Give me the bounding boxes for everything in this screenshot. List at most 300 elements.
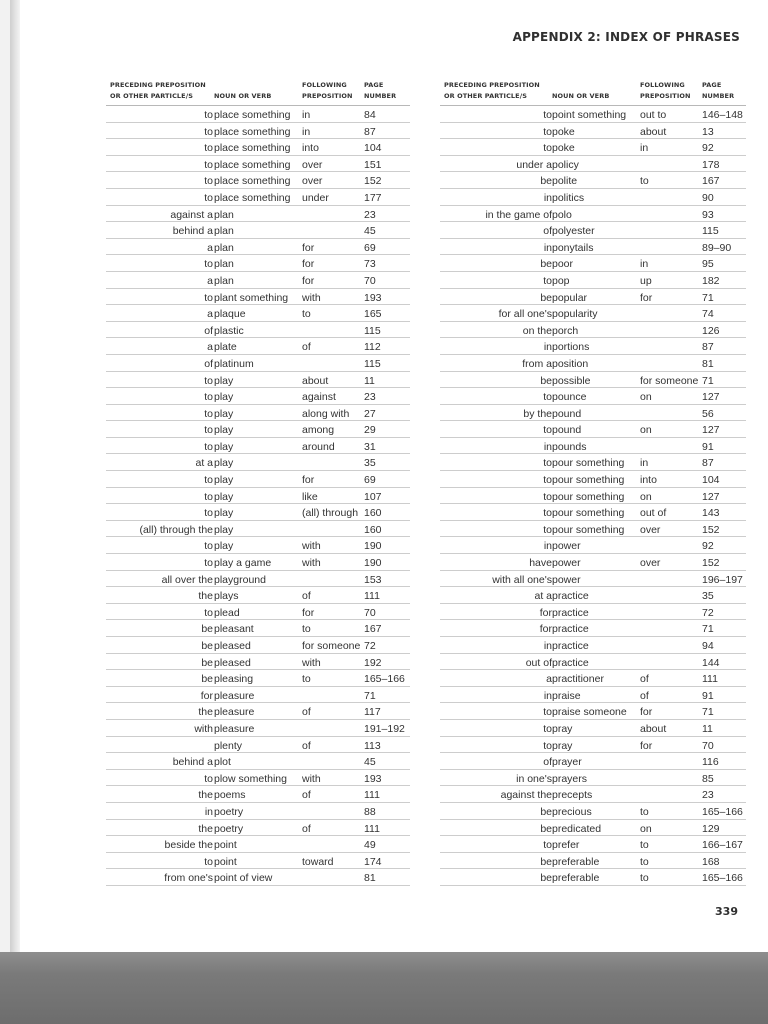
- preceding-cell: under a: [516, 158, 552, 171]
- noun-or-verb-cell: plan: [214, 225, 234, 238]
- table-row: [440, 853, 746, 870]
- following-cell: for: [302, 274, 315, 287]
- noun-or-verb-cell: polite: [552, 175, 578, 188]
- following-cell: of: [302, 341, 311, 354]
- noun-or-verb-cell: play: [214, 407, 234, 420]
- page-number-cell: 167: [702, 175, 720, 188]
- noun-or-verb-cell: poke: [552, 125, 575, 138]
- table-row: [106, 471, 410, 488]
- noun-or-verb-cell: place something: [214, 125, 291, 138]
- table-row: [440, 421, 746, 438]
- preceding-cell: be: [540, 805, 552, 818]
- table-row: [440, 239, 746, 256]
- table-row: [106, 703, 410, 720]
- table-row: [440, 172, 746, 189]
- preceding-cell: to: [204, 258, 213, 271]
- page-number-cell: 127: [702, 490, 720, 503]
- noun-or-verb-cell: plate: [214, 341, 237, 354]
- table-row: [106, 305, 410, 322]
- following-cell: for: [640, 706, 653, 719]
- page-number-cell: 95: [702, 258, 714, 271]
- table-header: [440, 80, 746, 105]
- page-number-cell: 115: [364, 357, 381, 370]
- preceding-cell: to: [543, 523, 552, 536]
- preceding-cell: to: [204, 291, 213, 304]
- preceding-cell: in: [543, 640, 552, 652]
- page-number-cell: 71: [702, 706, 714, 719]
- noun-or-verb-cell: praise: [552, 689, 581, 702]
- noun-or-verb-cell: plow something: [214, 772, 287, 785]
- table-row: [440, 554, 746, 571]
- noun-or-verb-cell: precepts: [552, 789, 593, 802]
- table-row: [106, 438, 410, 455]
- table-row: [106, 255, 410, 272]
- page-number-cell: 23: [702, 789, 714, 802]
- noun-or-verb-cell: plastic: [214, 324, 244, 337]
- noun-or-verb-cell: play: [214, 507, 234, 520]
- noun-or-verb-cell: play: [214, 474, 234, 487]
- page-number-cell: 70: [364, 606, 376, 619]
- page-number-cell: 115: [364, 324, 381, 337]
- noun-or-verb-cell: prefer: [552, 839, 580, 852]
- noun-or-verb-cell: place something: [214, 109, 291, 121]
- page-number-cell: 89–90: [702, 241, 732, 254]
- preceding-cell: to: [543, 125, 552, 138]
- page-number-cell: 74: [702, 308, 714, 321]
- following-cell: against: [302, 391, 336, 404]
- preceding-cell: to: [543, 457, 552, 470]
- table-row: [440, 405, 746, 422]
- table-row: [106, 206, 410, 223]
- following-cell: for someone: [302, 640, 361, 652]
- preceding-cell: the: [198, 789, 213, 802]
- preceding-cell: to: [543, 424, 552, 437]
- page-number-cell: 88: [364, 805, 376, 818]
- preceding-cell: at a: [534, 590, 552, 603]
- page-number-cell: 72: [364, 640, 376, 652]
- preceding-cell: from one's: [164, 872, 213, 885]
- page-number-cell: 93: [702, 208, 714, 221]
- preceding-cell: to: [204, 374, 213, 387]
- noun-or-verb-cell: portions: [552, 341, 590, 354]
- preceding-cell: (all) through the: [139, 523, 213, 536]
- following-cell: on: [640, 424, 652, 437]
- noun-or-verb-cell: play: [214, 523, 234, 536]
- page-number-cell: 71: [702, 374, 714, 387]
- page-number-cell: 151: [364, 158, 382, 171]
- noun-or-verb-cell: play: [214, 540, 234, 553]
- preceding-cell: be: [540, 855, 552, 868]
- page-number-cell: 49: [364, 839, 376, 852]
- following-cell: for: [302, 258, 315, 271]
- page-number-cell: 71: [702, 291, 714, 304]
- noun-or-verb-cell: plan: [214, 274, 234, 287]
- page-number-cell: 160: [364, 523, 382, 536]
- noun-or-verb-cell: praise someone: [552, 706, 627, 719]
- noun-or-verb-cell: poor: [552, 258, 574, 271]
- following-cell: to: [640, 839, 649, 852]
- noun-or-verb-cell: practice: [552, 606, 589, 619]
- noun-or-verb-cell: pleasure: [214, 706, 255, 719]
- following-cell: out of: [640, 507, 667, 520]
- following-cell: with: [302, 291, 321, 304]
- page-number-cell: 87: [702, 341, 714, 354]
- page-number-cell: 71: [702, 623, 714, 636]
- page-number-cell: 92: [702, 142, 714, 155]
- page-number-cell: 23: [364, 391, 376, 404]
- noun-or-verb-cell: plant something: [214, 291, 289, 304]
- page-number-cell: 70: [702, 739, 714, 752]
- noun-or-verb-cell: preferable: [552, 872, 600, 885]
- following-cell: out to: [640, 109, 667, 121]
- preceding-cell: of: [204, 357, 213, 370]
- preceding-cell: in: [543, 440, 552, 453]
- table-row: [106, 405, 410, 422]
- table-row: [106, 786, 410, 803]
- page-number-cell: 31: [364, 440, 376, 453]
- following-cell: with: [302, 557, 321, 570]
- noun-or-verb-cell: polo: [552, 208, 572, 221]
- page-number-cell: 84: [364, 109, 376, 121]
- following-cell: of: [640, 673, 649, 686]
- noun-or-verb-cell: play: [214, 440, 234, 453]
- page-number-cell: 35: [364, 457, 376, 470]
- page-number-cell: 113: [364, 739, 381, 752]
- page-number-cell: 129: [702, 822, 720, 835]
- noun-or-verb-cell: plead: [214, 606, 240, 619]
- page-number-cell: 91: [702, 440, 714, 453]
- following-cell: to: [302, 623, 311, 636]
- following-cell: for: [302, 606, 315, 619]
- noun-or-verb-cell: point of view: [214, 872, 273, 885]
- page-number-cell: 111: [702, 673, 718, 686]
- noun-or-verb-cell: pour something: [552, 490, 625, 503]
- preceding-cell: to: [204, 540, 213, 553]
- preceding-cell: the: [198, 706, 213, 719]
- page-number-cell: 94: [702, 640, 714, 652]
- page-number-cell: 27: [364, 407, 376, 420]
- noun-or-verb-cell: practitioner: [552, 673, 604, 686]
- page-number-cell: 193: [364, 772, 382, 785]
- header-page-number: PAGE NUMBER: [702, 81, 735, 100]
- following-cell: for: [640, 739, 653, 752]
- preceding-cell: to: [204, 391, 213, 404]
- table-row: [440, 305, 746, 322]
- page-number-cell: 111: [364, 590, 380, 603]
- scanner-background: [0, 952, 768, 1024]
- noun-or-verb-cell: point: [214, 855, 237, 868]
- noun-or-verb-cell: practice: [552, 656, 589, 669]
- following-cell: into: [640, 474, 657, 487]
- table-row: [106, 355, 410, 372]
- page-number-cell: 69: [364, 474, 376, 487]
- following-cell: about: [302, 374, 329, 387]
- noun-or-verb-cell: plenty: [214, 739, 243, 752]
- noun-or-verb-cell: pleasing: [214, 673, 254, 686]
- table-row: [106, 820, 410, 837]
- preceding-cell: to: [543, 739, 552, 752]
- preceding-cell: be: [201, 640, 213, 652]
- noun-or-verb-cell: place something: [214, 175, 291, 188]
- following-cell: to: [302, 308, 311, 321]
- preceding-cell: in: [543, 689, 552, 702]
- page-number-cell: 165–166: [702, 872, 743, 885]
- preceding-cell: to: [204, 557, 213, 570]
- page-number-cell: 168: [702, 855, 720, 868]
- noun-or-verb-cell: plaque: [214, 308, 246, 321]
- noun-or-verb-cell: polyester: [552, 225, 595, 238]
- preceding-cell: to: [204, 855, 213, 868]
- noun-or-verb-cell: ponytails: [552, 241, 594, 254]
- table-row: [440, 156, 746, 173]
- preceding-cell: a: [207, 274, 213, 287]
- page-number-cell: 87: [702, 457, 714, 470]
- page-number-cell: 107: [364, 490, 382, 503]
- table-row: [106, 388, 410, 405]
- following-cell: with: [302, 772, 321, 785]
- table-row: [440, 537, 746, 554]
- noun-or-verb-cell: pleasure: [214, 689, 255, 702]
- preceding-cell: to: [543, 391, 552, 404]
- noun-or-verb-cell: practice: [552, 640, 589, 652]
- following-cell: over: [302, 175, 323, 188]
- preceding-cell: to: [204, 158, 213, 171]
- table-row: [106, 670, 410, 687]
- noun-or-verb-cell: predicated: [552, 822, 602, 835]
- noun-or-verb-cell: place something: [214, 158, 291, 171]
- preceding-cell: all over the: [161, 573, 213, 586]
- table-row: [106, 687, 410, 704]
- page-number-cell: 91: [702, 689, 714, 702]
- table-row: [106, 488, 410, 505]
- preceding-cell: to: [204, 424, 213, 437]
- noun-or-verb-cell: place something: [214, 142, 291, 155]
- table-row: [440, 670, 746, 687]
- preceding-cell: to: [204, 407, 213, 420]
- following-cell: over: [640, 523, 661, 536]
- preceding-cell: to: [543, 722, 552, 735]
- page-number-cell: 146–148: [702, 109, 743, 121]
- noun-or-verb-cell: pound: [552, 407, 582, 420]
- page-number-cell: 115: [702, 225, 719, 238]
- table-row: [440, 206, 746, 223]
- noun-or-verb-cell: power: [552, 573, 581, 586]
- table-row: [440, 355, 746, 372]
- table-row: [106, 654, 410, 671]
- preceding-cell: a: [207, 308, 213, 321]
- table-row: [440, 222, 746, 239]
- preceding-cell: to: [543, 839, 552, 852]
- table-row: [440, 687, 746, 704]
- page-number-cell: 191–192: [364, 722, 405, 735]
- preceding-cell: with: [194, 722, 213, 735]
- page-number-cell: 190: [364, 557, 382, 570]
- page-number-cell: 85: [702, 772, 714, 785]
- table-row: [440, 571, 746, 588]
- noun-or-verb-cell: plot: [214, 756, 231, 769]
- noun-or-verb-cell: preferable: [552, 855, 600, 868]
- noun-or-verb-cell: pleased: [214, 656, 251, 669]
- preceding-cell: in: [543, 341, 552, 354]
- preceding-cell: on the: [522, 324, 552, 337]
- noun-or-verb-cell: pound: [552, 424, 582, 437]
- following-cell: under: [302, 191, 329, 204]
- preceding-cell: a: [207, 341, 213, 354]
- noun-or-verb-cell: pleasure: [214, 722, 255, 735]
- page-number-cell: 23: [364, 208, 376, 221]
- table-row: [440, 454, 746, 471]
- following-cell: for: [640, 291, 653, 304]
- preceding-cell: of: [543, 756, 552, 769]
- page-number-cell: 90: [702, 191, 714, 204]
- noun-or-verb-cell: politics: [552, 191, 585, 204]
- preceding-cell: in: [204, 805, 213, 818]
- page-number-cell: 104: [702, 474, 720, 487]
- page-number-cell: 166–167: [702, 839, 743, 852]
- right-index-table: [440, 80, 746, 886]
- header-noun-or-verb: NOUN OR VERB: [214, 91, 272, 100]
- following-cell: in: [302, 109, 311, 121]
- table-row: [106, 106, 410, 123]
- table-row: [440, 803, 746, 820]
- following-cell: toward: [302, 855, 334, 868]
- header-following: FOLLOWING PREPOSITION: [302, 81, 353, 100]
- preceding-cell: for: [200, 689, 213, 702]
- preceding-cell: against a: [170, 208, 213, 221]
- noun-or-verb-cell: pop: [552, 274, 570, 287]
- following-cell: of: [302, 706, 311, 719]
- following-cell: of: [302, 822, 311, 835]
- following-cell: around: [302, 440, 335, 453]
- table-row: [106, 454, 410, 471]
- preceding-cell: to: [543, 706, 552, 719]
- page-number-cell: 87: [364, 125, 376, 138]
- page-number-cell: 144: [702, 656, 720, 669]
- table-row: [106, 869, 410, 886]
- noun-or-verb-cell: position: [552, 357, 589, 370]
- noun-or-verb-cell: practice: [552, 590, 589, 603]
- following-cell: over: [302, 158, 323, 171]
- table-row: [106, 537, 410, 554]
- page-number-cell: 104: [364, 142, 382, 155]
- noun-or-verb-cell: power: [552, 557, 581, 570]
- page-number-cell: 165–166: [702, 805, 743, 818]
- table-row: [440, 372, 746, 389]
- following-cell: of: [302, 739, 311, 752]
- noun-or-verb-cell: poetry: [214, 805, 244, 818]
- table-row: [106, 504, 410, 521]
- preceding-cell: to: [204, 191, 213, 204]
- preceding-cell: to: [204, 142, 213, 155]
- page-number-cell: 165–166: [364, 673, 405, 686]
- table-row: [106, 554, 410, 571]
- preceding-cell: beside the: [164, 839, 213, 852]
- header-preceding: PRECEDING PREPOSITION OR OTHER PARTICLE/S: [110, 81, 206, 100]
- preceding-cell: be: [540, 872, 552, 885]
- table-row: [440, 620, 746, 637]
- preceding-cell: be: [540, 374, 552, 387]
- noun-or-verb-cell: pour something: [552, 523, 625, 536]
- noun-or-verb-cell: point something: [552, 109, 627, 121]
- table-row: [106, 853, 410, 870]
- noun-or-verb-cell: precious: [552, 805, 592, 818]
- table-row: [106, 272, 410, 289]
- table-row: [106, 720, 410, 737]
- preceding-cell: be: [201, 656, 213, 669]
- gutter-shadow: [10, 0, 20, 952]
- preceding-cell: for: [539, 606, 552, 619]
- noun-or-verb-cell: play a game: [214, 557, 272, 570]
- table-row: [106, 338, 410, 355]
- table-row: [106, 604, 410, 621]
- preceding-cell: to: [204, 606, 213, 619]
- noun-or-verb-cell: play: [214, 457, 234, 470]
- page-number-cell: 70: [364, 274, 376, 287]
- noun-or-verb-cell: popularity: [552, 308, 598, 321]
- table-row: [440, 139, 746, 156]
- noun-or-verb-cell: prayer: [552, 756, 582, 769]
- noun-or-verb-cell: porch: [552, 324, 579, 337]
- following-cell: of: [302, 789, 311, 802]
- page-number-cell: 111: [364, 789, 380, 802]
- table-row: [106, 139, 410, 156]
- table-row: [106, 587, 410, 604]
- page-number-cell: 117: [364, 706, 381, 719]
- page-number-cell: 45: [364, 225, 376, 238]
- table-row: [106, 737, 410, 754]
- page-number-cell: 69: [364, 241, 376, 254]
- table-row: [440, 604, 746, 621]
- table-row: [440, 720, 746, 737]
- preceding-cell: be: [201, 673, 213, 686]
- header-noun-or-verb: NOUN OR VERB: [552, 91, 610, 100]
- noun-or-verb-cell: popular: [552, 291, 588, 304]
- table-row: [106, 289, 410, 306]
- noun-or-verb-cell: pour something: [552, 457, 625, 470]
- preceding-cell: to: [543, 274, 552, 287]
- preceding-cell: to: [543, 109, 552, 121]
- noun-or-verb-cell: pounds: [552, 440, 587, 453]
- table-body: [440, 105, 746, 886]
- header-following: FOLLOWING PREPOSITION: [640, 81, 691, 100]
- page-number-cell: 71: [364, 689, 376, 702]
- following-cell: to: [302, 673, 311, 686]
- preceding-cell: the: [198, 590, 213, 603]
- table-row: [440, 123, 746, 140]
- page-number-cell: 29: [364, 424, 376, 437]
- following-cell: (all) through: [302, 507, 359, 520]
- noun-or-verb-cell: practice: [552, 623, 589, 636]
- table-row: [106, 172, 410, 189]
- page-number-cell: 35: [702, 590, 714, 603]
- page-number-cell: 72: [702, 606, 714, 619]
- following-cell: in: [640, 258, 649, 271]
- following-cell: to: [640, 872, 649, 885]
- table-row: [440, 289, 746, 306]
- table-body: [106, 105, 410, 886]
- preceding-cell: be: [540, 258, 552, 271]
- page-number-cell: 178: [702, 158, 720, 171]
- table-row: [440, 637, 746, 654]
- page-number-cell: 193: [364, 291, 382, 304]
- following-cell: of: [640, 689, 649, 702]
- following-cell: into: [302, 142, 319, 155]
- table-row: [440, 753, 746, 770]
- table-row: [440, 322, 746, 339]
- table-row: [106, 770, 410, 787]
- table-row: [106, 803, 410, 820]
- following-cell: over: [640, 557, 661, 570]
